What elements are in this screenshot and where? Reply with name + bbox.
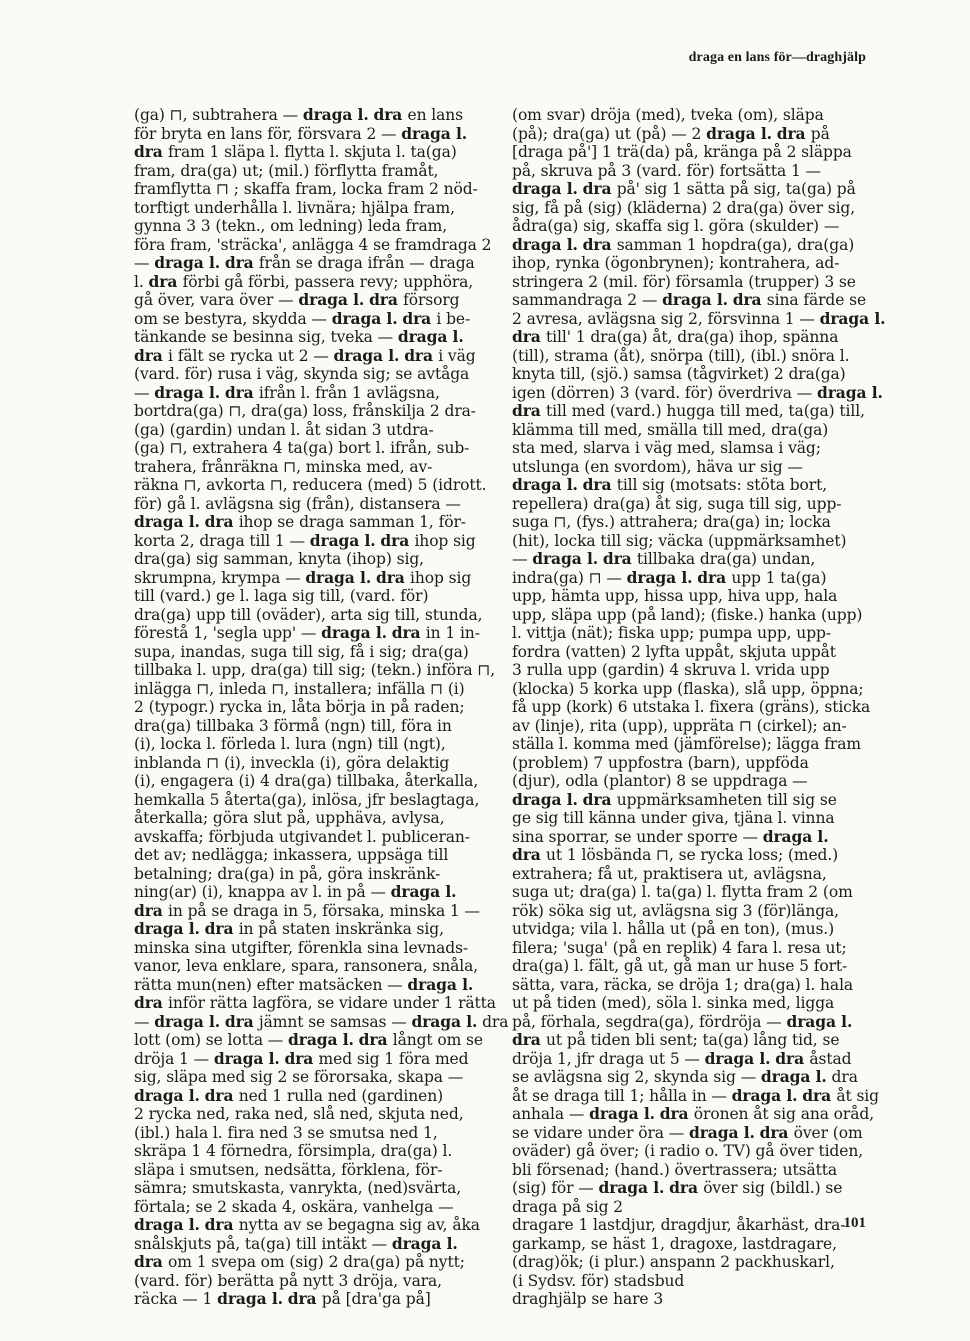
text-line: l. vittja (nät); fiska upp; pumpa upp, upp- (512, 624, 831, 642)
text-line: (ibl.) hala l. fira ned 3 se smutsa ned 1, (134, 1123, 438, 1142)
text-line: draga l. dra in på staten inskränka sig, (134, 919, 444, 938)
text-line: (på); dra(ga) ut (på) — 2 draga l. dra på (512, 123, 830, 143)
text-line: — draga l. dra jämnt se samsas — draga l. dra (134, 1011, 509, 1031)
text-line: få upp (kork) 6 utstaka l. fixera (gräns), sticka (512, 698, 871, 716)
text-line: stringera 2 (mil. för) församla (trupper) 3 se (512, 272, 856, 291)
text-line: ställa l. komma med (jämförelse); lägga fram (512, 735, 861, 753)
text-line: förtala; se 2 skada 4, oskära, vanhelga — (134, 1197, 454, 1216)
left-column (134, 105, 509, 1309)
text-line: sämra; smutskasta, vanrykta, (ned)svärta, (134, 1179, 462, 1197)
text-line: till (vard.) ge l. laga sig till, (vard. för) (134, 587, 429, 605)
text-line: (om svar) dröja (med), tveka (om), släpa (512, 106, 824, 124)
text-line: framflytta ⊓ ; skaffa fram, locka fram 2 nöd- (134, 180, 478, 198)
text-line: hemkalla 5 återta(ga), inlösa, jfr beslagtaga, (134, 790, 480, 809)
text-line: räkna ⊓, avkorta ⊓, reducera (med) 5 (idrott. (134, 476, 487, 494)
text-line: dra inför rätta lagföra, se vidare under 1 rätta (134, 993, 496, 1012)
text-line: se avlägsna sig 2, skynda sig — draga l. dra (512, 1067, 858, 1086)
text-line: ge sig till känna under giva, tjäna l. vinna (512, 809, 835, 827)
text-line: rök) söka sig ut, avlägsna sig 3 (för)länga, (512, 901, 839, 920)
text-line: torftigt underhålla l. livnära; hjälpa fram, (134, 198, 455, 217)
running-head: draga en lans för—draghjälp (688, 50, 866, 65)
text-line: dra ut på tiden bli sent; ta(ga) lång tid, se (512, 1030, 840, 1049)
text-line: förestå 1, 'segla upp' — draga l. dra in 1 in- (134, 623, 480, 642)
text-line: släpa i smutsen, nedsätta, förklena, för- (134, 1160, 443, 1179)
text-line: (i Sydsv. för) stadsbud (512, 1271, 685, 1290)
text-line: åt se draga till 1; hålla in — draga l. dra åt sig (512, 1085, 879, 1105)
text-line: trahera, frånräkna ⊓, minska med, av- (134, 457, 433, 476)
text-line: (klocka) 5 korka upp (flaska), slå upp, öppna; (512, 679, 864, 698)
text-line: rätta mun(nen) efter matsäcken — draga l. (134, 974, 474, 994)
text-line: dra in på se draga in 5, försaka, minska 1 — (134, 900, 480, 920)
text-line: klämma till med, smälla till med, dra(ga) (512, 420, 829, 439)
text-line: sina sporrar, se under sporre — draga l. (512, 826, 829, 846)
text-line: repellera) dra(ga) åt sig, suga till sig, upp- (512, 494, 842, 513)
text-line: räcka — 1 draga l. dra på [dra'ga på] (134, 1289, 431, 1308)
text-line: (ga) (gardin) undan l. åt sidan 3 utdra- (134, 420, 434, 439)
text-line: (i), engagera (i) 4 dra(ga) tillbaka, återkalla, (134, 772, 479, 790)
text-line: — draga l. dra från se draga ifrån — draga (134, 253, 475, 272)
text-line: bortdra(ga) ⊓, dra(ga) loss, frånskilja 2 dra- (134, 402, 476, 420)
text-line: om se bestyra, skydda — draga l. dra i be- (134, 308, 471, 328)
text-line: dra till med (vard.) hugga till med, ta(ga) till, (512, 401, 865, 420)
text-line: återkalla; göra slut på, upphäva, avlysa, (134, 809, 445, 827)
text-line: dragare 1 lastdjur, dragdjur, åkarhäst, dra- (512, 1216, 846, 1234)
text-line: utslunga (en svordom), häva ur sig — (512, 457, 803, 476)
text-line: det av; nedlägga; inkassera, uppsäga till (134, 846, 449, 864)
text-line: filera; 'suga' (på en replik) 4 fara l. resa ut; (512, 938, 847, 957)
text-line: skräpa 1 4 förnedra, försimpla, dra(ga) l. (134, 1142, 453, 1160)
text-line: ning(ar) (i), knappa av l. in på — draga l. (134, 882, 457, 901)
text-line: ådra(ga) sig, skaffa sig l. göra (skulder) — (512, 217, 840, 235)
text-line: — draga l. dra tillbaka dra(ga) undan, (512, 549, 816, 568)
text-line: utvidga; vila l. hålla ut (på en ton), (mus.) (512, 920, 835, 938)
text-line: dra(ga) sig samman, knyta (ihop) sig, (134, 550, 424, 568)
text-line: draga l. dra uppmärksamheten till sig se (512, 789, 837, 809)
text-line: (ga) ⊓, subtrahera — draga l. dra en lans (134, 105, 464, 124)
text-line: draga l. dra nytta av se begagna sig av, åka (134, 1215, 480, 1234)
text-line: — draga l. dra ifrån l. från 1 avlägsna, (134, 382, 440, 402)
text-line: gynna 3 3 (tekn., om ledning) leda fram, (134, 217, 448, 235)
text-line: [draga på'] 1 trä(da) på, kränga på 2 släppa (512, 143, 852, 161)
text-line: ut på tiden (med), söla l. sinka med, ligga (512, 994, 835, 1012)
text-line: betalning; dra(ga) in på, göra inskränk- (134, 864, 441, 883)
text-line: dra(ga) tillbaka 3 förmå (ngn) till, föra in (134, 716, 452, 735)
text-line: (sig) för — draga l. dra över sig (bildl.) se (512, 1178, 843, 1197)
text-line: sig, släpa med sig 2 se förorsaka, skapa — (134, 1068, 464, 1086)
text-line: oväder) gå över; (i radio o. TV) gå över tiden, (512, 1142, 864, 1160)
text-line: 2 rycka ned, raka ned, slå ned, skjuta ned, (134, 1105, 464, 1123)
text-line: dra ut 1 lösbända ⊓, se rycka loss; (med.) (512, 845, 839, 864)
text-line: (i), locka l. förleda l. lura (ngn) till (ngt), (134, 735, 446, 753)
text-line: dra i fält se rycka ut 2 — draga l. dra i väg (134, 345, 476, 365)
text-line: indra(ga) ⊓ — draga l. dra upp 1 ta(ga) (512, 567, 827, 587)
text-line: l. dra förbi gå förbi, passera revy; upphöra, (134, 271, 474, 291)
text-line: 2 avresa, avlägsna sig 2, försvinna 1 — draga l. (512, 308, 886, 328)
text-line: (drag)ök; (i plur.) anspann 2 packhuskarl, (512, 1253, 835, 1271)
text-line: garkamp, se häst 1, dragoxe, lastdragare, (512, 1234, 837, 1253)
text-line: draga l. dra till sig (motsats: stöta bort, (512, 475, 828, 494)
text-line: upp, hämta upp, hissa upp, hiva upp, hala (512, 587, 838, 605)
text-line: (hit), locka till sig; väcka (uppmärksamhet) (512, 531, 847, 550)
text-line: (ga) ⊓, extrahera 4 ta(ga) bort l. ifrån, sub- (134, 439, 470, 457)
text-line: sta med, slarva i väg med, slamsa i väg; (512, 439, 821, 457)
text-line: fordra (vatten) 2 lyfta uppåt, skjuta uppåt (512, 642, 836, 661)
text-line: (djur), odla (plantor) 8 se uppdraga — (512, 772, 808, 790)
right-column (512, 106, 886, 1309)
text-line: skrumpna, krympa — draga l. dra ihop sig (134, 567, 472, 587)
text-line: dra om 1 svepa om (sig) 2 dra(ga) på nytt; (134, 1252, 465, 1271)
text-line: på, förhala, segdra(ga), fördröja — draga l. (512, 1011, 853, 1031)
text-line: inlägga ⊓, inleda ⊓, installera; infälla ⊓ (i) (134, 679, 465, 698)
text-line: draga på sig 2 (512, 1197, 623, 1216)
text-line: 3 rulla upp (gardin) 4 skruva l. vrida upp (512, 661, 830, 679)
text-line: vanor, leva enklare, spara, ransonera, snåla, (134, 957, 479, 975)
text-line: tillbaka l. upp, dra(ga) till sig; (tekn.) införa ⊓, (134, 661, 496, 679)
text-line: igen (dörren) 3 (vard. för) överdriva — draga l. (512, 382, 883, 402)
text-line: se vidare under öra — draga l. dra över (om (512, 1122, 863, 1142)
text-line: supa, inandas, suga till sig, få i sig; dra(ga) (134, 642, 469, 661)
text-line: föra fram, 'sträcka', anlägga 4 se framdraga 2 (134, 235, 492, 254)
text-line: på, skruva på 3 (vard. för) fortsätta 1 — (512, 161, 821, 180)
text-line: dra(ga) upp till (oväder), arta sig till, stunda, (134, 605, 483, 624)
text-line: lott (om) se lotta — draga l. dra långt om se (134, 1030, 483, 1049)
text-line: suga ⊓, (fys.) attrahera; dra(ga) in; locka (512, 513, 831, 531)
text-line: (vard. för) rusa i väg, skynda sig; se avtåga (134, 365, 470, 383)
text-line: (problem) 7 uppfostra (barn), uppföda (512, 753, 809, 772)
text-line: inblanda ⊓ (i), inveckla (i), göra delaktig (134, 753, 450, 772)
text-line: fram, dra(ga) ut; (mil.) förflytta framåt, (134, 161, 439, 180)
text-line: draga l. dra samman 1 hopdra(ga), dra(ga) (512, 234, 855, 254)
text-line: sig, få på (sig) (kläderna) 2 dra(ga) över sig, (512, 198, 856, 217)
text-line: suga ut; dra(ga) l. ta(ga) l. flytta fram 2 (om (512, 883, 853, 901)
text-line: minska sina utgifter, förenkla sina levnads- (134, 938, 469, 957)
text-line: draga l. dra ned 1 rulla ned (gardinen) (134, 1085, 444, 1105)
text-line: dröja 1, jfr draga ut 5 — draga l. dra åstad (512, 1048, 852, 1068)
text-line: av (linje), rita (upp), uppräta ⊓ (cirkel); an- (512, 716, 847, 735)
text-line: upp, släpa upp (på land); (fiske.) hanka (upp) (512, 605, 863, 624)
text-line: avskaffa; förbjuda utgivandet l. publiceran- (134, 827, 470, 846)
text-line: extrahera; få ut, praktisera ut, avlägsna, (512, 864, 827, 883)
text-line: (vard. för) berätta på nytt 3 dröja, vara, (134, 1271, 442, 1290)
page-number: 101 (843, 1215, 866, 1231)
text-line: dra fram 1 släpa l. flytta l. skjuta l. ta(ga) (134, 142, 457, 161)
text-line: anhala — draga l. dra öronen åt sig ana oråd, (512, 1104, 875, 1123)
text-line: bli försenad; (hand.) övertrassera; utsätta (512, 1160, 837, 1179)
text-line: ihop, rynka (ögonbrynen); kontrahera, ad- (512, 254, 840, 272)
text-line: 2 (typogr.) rycka in, låta börja in på raden; (134, 698, 465, 716)
text-line: draga l. dra ihop se draga samman 1, för- (134, 512, 466, 531)
text-line: snålskjuts på, ta(ga) till intäkt — draga l. (134, 1233, 458, 1253)
text-line: dra(ga) l. fält, gå ut, gå man ur huse 5 fort- (512, 957, 848, 975)
text-line: draghjälp se hare 3 (512, 1290, 664, 1308)
text-line: korta 2, draga till 1 — draga l. dra ihop sig (134, 530, 476, 550)
text-line: för bryta en lans för, försvara 2 — draga l. (134, 123, 468, 143)
text-line: sammandraga 2 — draga l. dra sina färde se (512, 290, 867, 309)
text-line: dröja 1 — draga l. dra med sig 1 föra med (134, 1048, 469, 1068)
text-line: gå över, vara över — draga l. dra försorg (134, 290, 460, 309)
text-line: sätta, vara, räcka, se dröja 1; dra(ga) l. hala (512, 975, 854, 994)
text-line: dra till' 1 dra(ga) åt, dra(ga) ihop, spänna (512, 327, 839, 346)
text-line: för) gå l. avlägsna sig (från), distansera — (134, 494, 461, 513)
text-line: draga l. dra på' sig 1 sätta på sig, ta(ga) på (512, 179, 856, 198)
text-line: tänkande se besinna sig, tveka — draga l. (134, 327, 464, 346)
text-line: knyta till, (sjö.) samsa (tågvirket) 2 dra(ga) (512, 365, 846, 383)
text-line: (till), strama (åt), snörpa (till), (ibl.) snöra l. (512, 346, 850, 365)
